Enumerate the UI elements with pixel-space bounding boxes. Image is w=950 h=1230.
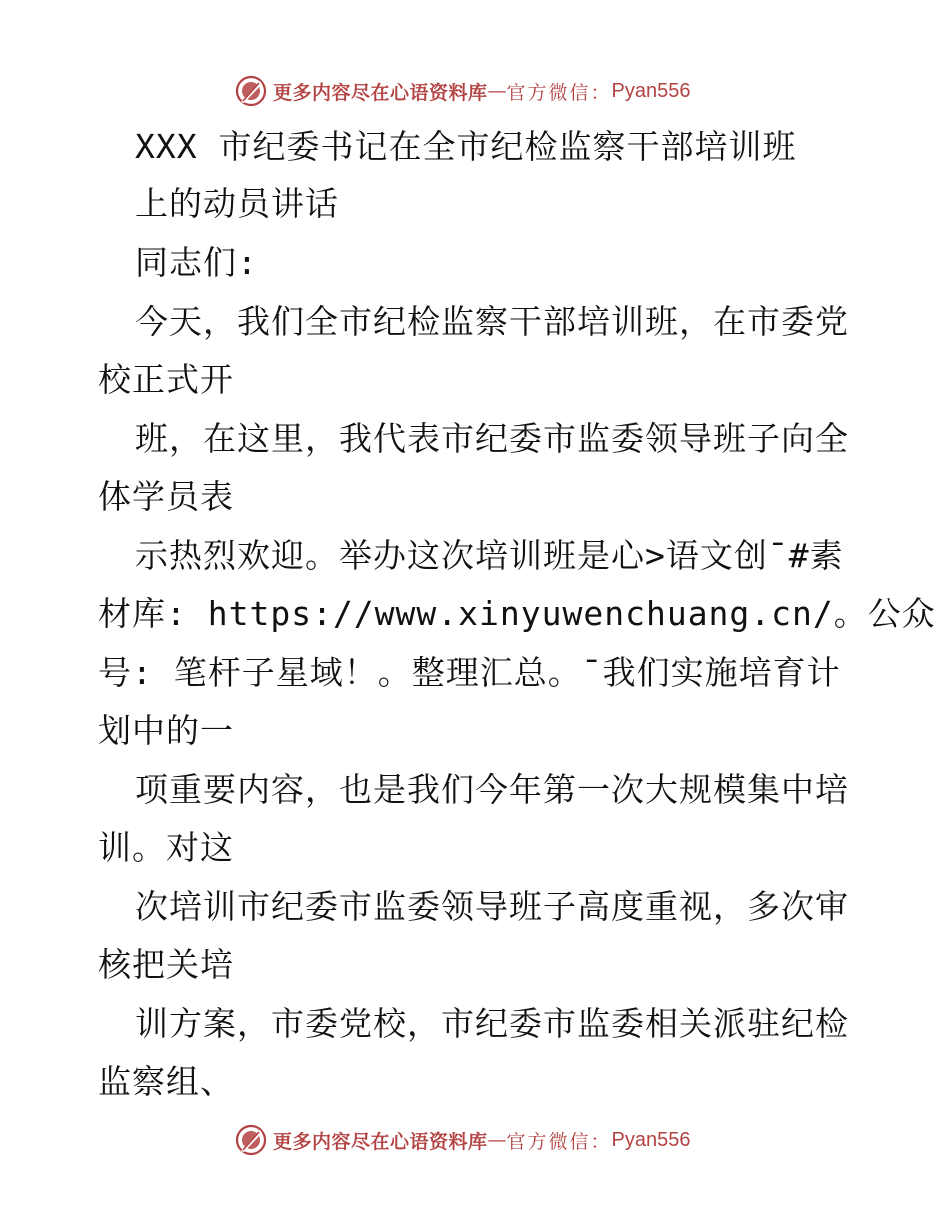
body-line: 核把关培 [98, 945, 234, 984]
watermark-banner-bottom [235, 1123, 715, 1157]
salutation: 同志们: [135, 243, 258, 282]
body-line: 项重要内容，也是我们今年第一次大规模集中培 [135, 770, 849, 809]
watermark-text: 更多内容尽在心语资料库 [273, 1130, 488, 1153]
body-line: 次培训市纪委市监委领导班子高度重视，多次审 [135, 887, 849, 926]
body-line: 今天，我们全市纪检监察干部培训班，在市委党 [135, 302, 849, 341]
body-line: 号: 笔杆子星域！。整理汇总。¯我们实施培育计 [98, 653, 841, 692]
body-line: 校正式开 [98, 360, 234, 399]
watermark-separator: — [487, 80, 507, 102]
body-line: 班，在这里，我代表市纪委市监委领导班子向全 [135, 419, 849, 458]
body-line: 体学员表 [98, 477, 234, 516]
quill-logo-icon [235, 1124, 267, 1156]
watermark-wechat-label: 官方微信： [506, 1130, 612, 1153]
watermark-separator: — [487, 1129, 507, 1151]
body-line: 监察组、 [98, 1062, 234, 1101]
body-line: 材库: https://www.xinyuwenchuang.cn/。公众 [98, 594, 936, 633]
body-line: 训方案，市委党校，市纪委市监委相关派驻纪检 [135, 1004, 849, 1043]
watermark-wechat-id: Pyan556 [611, 1128, 691, 1151]
body-line: 训。对这 [98, 828, 234, 867]
watermark-wechat-label: 官方微信： [506, 81, 612, 104]
quill-logo-icon [235, 75, 267, 107]
watermark-text: 更多内容尽在心语资料库 [273, 81, 488, 104]
watermark-wechat-id: Pyan556 [611, 79, 691, 102]
body-line: 划中的一 [98, 711, 234, 750]
document-title-line-1: XXX 市纪委书记在全市纪检监察干部培训班 [135, 127, 797, 166]
watermark-banner-top [235, 74, 715, 108]
body-line: 示热烈欢迎。举办这次培训班是心>语文创¯#素 [135, 536, 844, 575]
document-title-line-2: 上的动员讲话 [135, 184, 339, 223]
